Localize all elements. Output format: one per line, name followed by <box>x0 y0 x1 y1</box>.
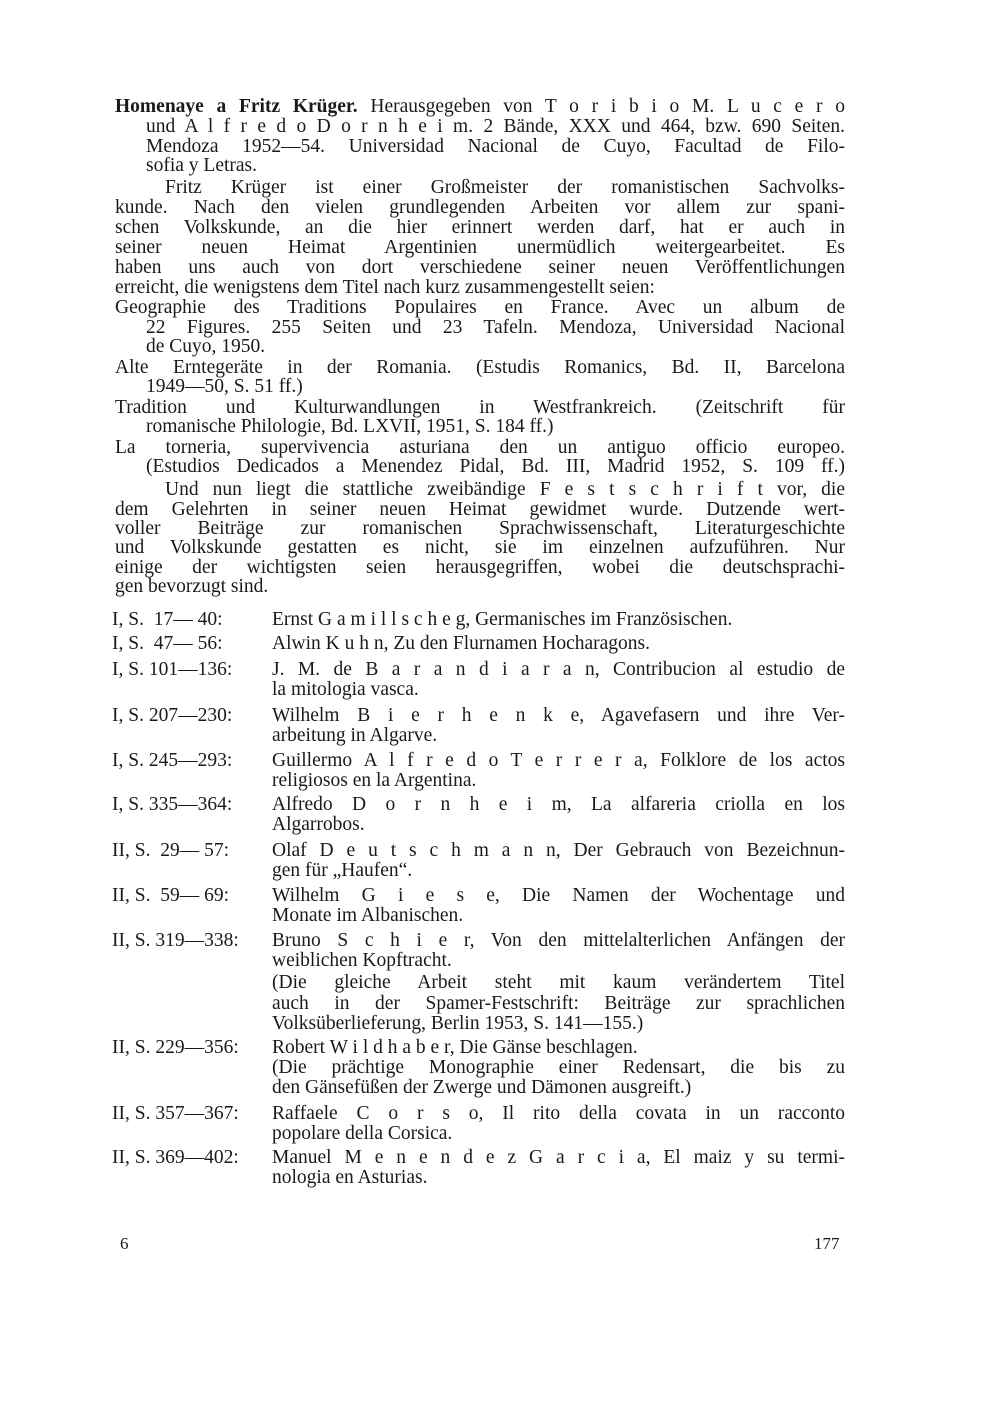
text-line: kunde. Nach den vielen grundlegenden Arbeiten vor allem zur spani- <box>115 197 845 218</box>
contribution-text-line: Alfredo D o r n h e i m, La alfareria criolla en los <box>272 794 845 815</box>
text-line: Alte Erntegeräte in der Romania. (Estudis Romanics, Bd. II, Barcelona <box>115 357 845 378</box>
text-line: Und nun liegt die stattliche zweibändige F e s t s c h r i f t vor, die <box>165 479 845 500</box>
text-line: Geographie des Traditions Populaires en France. Avec un album de <box>115 297 845 318</box>
volume-page-reference: II, S. 319—338: <box>112 930 239 951</box>
text-line: 1949—50, S. 51 ff.) <box>146 376 303 397</box>
text-line: voller Beiträge zur romanischen Sprachwissenschaft, Literaturgeschichte <box>115 518 845 539</box>
contribution-text-line: Ernst G a m i l l s c h e g, Germanisches im Französischen. <box>272 609 733 630</box>
volume-page-reference: II, S. 29— 57: <box>112 840 229 861</box>
contribution-text-line: den Gänsefüßen der Zwerge und Dämonen ausgreift.) <box>272 1077 692 1098</box>
contribution-text-line: weiblichen Kopftracht. <box>272 950 452 972</box>
text-line: und A l f r e d o D o r n h e i m. 2 Bände, XXX und 464, bzw. 690 Seiten. <box>146 116 845 137</box>
text-line: sofia y Letras. <box>146 155 258 176</box>
contribution-text-line: auch in der Spamer-Festschrift: Beiträge zur sprachlichen <box>272 992 845 1014</box>
review-heading-line: Homenaye a Fritz Krüger. Herausgegeben von T o r i b i o M. L u c e r o <box>115 96 845 117</box>
text-line: schen Volkskunde, an die hier erinnert werden darf, hat er auch in <box>115 217 845 238</box>
text-line: Mendoza 1952—54. Universidad Nacional de Cuyo, Facultad de Filo- <box>146 136 845 157</box>
text-line: gen bevorzugt sind. <box>115 576 269 597</box>
contribution-text-line: religiosos en la Argentina. <box>272 770 477 791</box>
contribution-text-line: (Die gleiche Arbeit steht mit kaum verändertem Titel <box>272 972 845 994</box>
contribution-text-line: Alwin K u h n, Zu den Flurnamen Hocharagons. <box>272 633 651 654</box>
text-line: romanische Philologie, Bd. LXVII, 1951, S. 184 ff.) <box>146 416 554 437</box>
contribution-text-line: Olaf D e u t s c h m a n n, Der Gebrauch von Bezeichnun- <box>272 840 845 861</box>
text-line: 22 Figures. 255 Seiten und 23 Tafeln. Mendoza, Universidad Nacional <box>146 317 845 338</box>
text-line: Fritz Krüger ist einer Großmeister der romanistischen Sachvolks- <box>165 177 845 198</box>
volume-page-reference: I, S. 335—364: <box>112 794 233 815</box>
text-line: Tradition und Kulturwandlungen in Westfrankreich. (Zeitschrift für <box>115 397 845 418</box>
review-title: Homenaye a Fritz Krüger. <box>115 96 358 117</box>
contribution-text-line: popolare della Corsica. <box>272 1123 453 1144</box>
text-line: La torneria, supervivencia asturiana den un antiguo officio europeo. <box>115 437 845 458</box>
contribution-text-line: nologia en Asturias. <box>272 1167 428 1188</box>
volume-page-reference: II, S. 59— 69: <box>112 885 229 906</box>
contribution-text-line: Robert W i l d h a b e r, Die Gänse beschlagen. <box>272 1037 638 1058</box>
volume-page-reference: II, S. 229—356: <box>112 1037 239 1058</box>
contribution-text-line: Guillermo A l f r e d o T e r r e r a, Folklore de los actos <box>272 750 845 771</box>
contribution-text-line: Algarrobos. <box>272 814 365 835</box>
contribution-text-line: Raffaele C o r s o, Il rito della covata in un racconto <box>272 1103 845 1124</box>
volume-page-reference: I, S. 245—293: <box>112 750 233 771</box>
contribution-text-line: Manuel M e n e n d e z G a r c i a, El maiz y su termi- <box>272 1147 845 1168</box>
text-line: seiner neuen Heimat Argentinien unermüdlich weitergearbeitet. Es <box>115 237 845 258</box>
contribution-text-line: Wilhelm B i e r h e n k e, Agavefasern und ihre Ver- <box>272 705 845 726</box>
text-line: und Volkskunde gestatten es nicht, sie im einzelnen aufzuführen. Nur <box>115 537 845 558</box>
volume-page-reference: II, S. 357—367: <box>112 1103 239 1124</box>
contribution-text-line: J. M. de B a r a n d i a r a n, Contribucion al estudio de <box>272 659 845 680</box>
text-line: de Cuyo, 1950. <box>146 336 266 357</box>
contribution-text-line: la mitologia vasca. <box>272 679 419 700</box>
contribution-text-line: Monate im Albanischen. <box>272 905 464 926</box>
contribution-text-line: (Die prächtige Monographie einer Redensart, die bis zu <box>272 1057 845 1078</box>
contribution-text-line: gen für „Haufen“. <box>272 860 413 881</box>
contribution-text-line: Wilhelm G i e s e, Die Namen der Wochentage und <box>272 885 845 906</box>
text-line: dem Gelehrten in seiner neuen Heimat gewidmet wurde. Dutzende wert- <box>115 499 845 520</box>
page-number: 177 <box>814 1234 840 1253</box>
volume-page-reference: II, S. 369—402: <box>112 1147 239 1168</box>
contribution-text-line: Volksüberlieferung, Berlin 1953, S. 141—155.) <box>272 1012 644 1034</box>
contribution-text-line: Bruno S c h i e r, Von den mittelalterlichen Anfängen der <box>272 930 845 951</box>
text-line: haben uns auch von dort verschiedene seiner neuen Veröffentlichungen <box>115 257 845 278</box>
volume-page-reference: I, S. 17— 40: <box>112 609 223 630</box>
volume-page-reference: I, S. 207—230: <box>112 705 233 726</box>
text-line: einige der wichtigsten seien herausgegriffen, wobei die deutschsprachi- <box>115 557 845 578</box>
signature-mark: 6 <box>120 1234 129 1253</box>
contribution-text-line: arbeitung in Algarve. <box>272 725 438 746</box>
volume-page-reference: I, S. 47— 56: <box>112 633 223 654</box>
volume-page-reference: I, S. 101—136: <box>112 659 233 680</box>
text-line: (Estudios Dedicados a Menendez Pidal, Bd. III, Madrid 1952, S. 109 ff.) <box>146 456 845 477</box>
text-line: erreicht, die wenigstens dem Titel nach kurz zusammengestellt seien: <box>115 277 655 298</box>
